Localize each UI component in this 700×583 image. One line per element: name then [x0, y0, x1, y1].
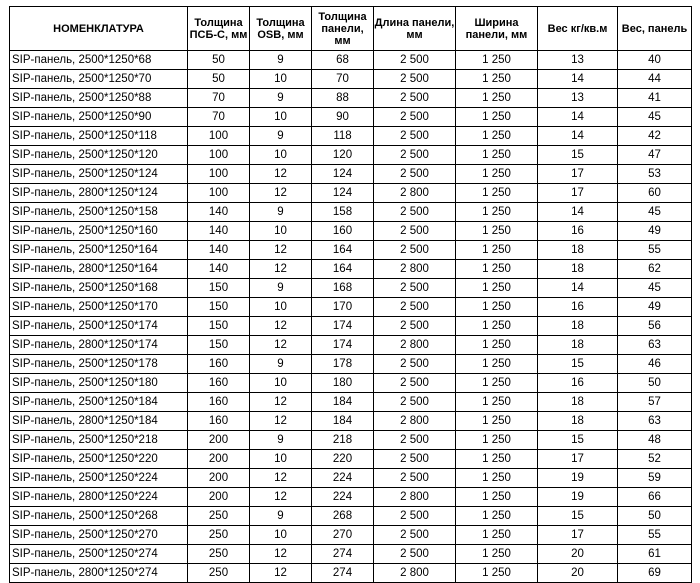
panel-width-cell: 1 250 [456, 70, 538, 89]
panel-thickness-cell: 120 [312, 146, 374, 165]
eps-thickness-cell: 160 [188, 393, 250, 412]
eps-thickness-cell: 140 [188, 203, 250, 222]
weight-per-sqm-cell: 15 [538, 507, 618, 526]
panel-thickness-cell: 124 [312, 184, 374, 203]
osb-thickness-cell: 9 [250, 279, 312, 298]
nomenclature-cell: SIP-панель, 2500*1250*118 [10, 127, 188, 146]
weight-per-sqm-cell: 18 [538, 336, 618, 355]
weight-per-panel-cell: 63 [618, 412, 692, 431]
panel-length-cell: 2 800 [374, 412, 456, 431]
osb-thickness-cell: 10 [250, 450, 312, 469]
osb-thickness-cell: 12 [250, 165, 312, 184]
weight-per-sqm-cell: 14 [538, 127, 618, 146]
eps-thickness-cell: 100 [188, 184, 250, 203]
osb-thickness-cell: 10 [250, 146, 312, 165]
nomenclature-cell: SIP-панель, 2500*1250*274 [10, 545, 188, 564]
weight-per-panel-cell: 60 [618, 184, 692, 203]
eps-thickness-cell: 100 [188, 127, 250, 146]
weight-per-sqm-cell: 14 [538, 70, 618, 89]
table-row [10, 127, 692, 146]
panel-length-cell: 2 500 [374, 355, 456, 374]
panel-length-cell: 2 500 [374, 108, 456, 127]
osb-thickness-cell: 10 [250, 374, 312, 393]
panel-length-cell: 2 500 [374, 241, 456, 260]
weight-per-sqm-cell: 16 [538, 298, 618, 317]
panel-length-cell: 2 500 [374, 127, 456, 146]
weight-per-sqm-cell: 17 [538, 450, 618, 469]
panel-width-cell: 1 250 [456, 564, 538, 583]
nomenclature-cell: SIP-панель, 2800*1250*224 [10, 488, 188, 507]
weight-per-sqm-cell: 15 [538, 146, 618, 165]
panel-thickness-cell: 118 [312, 127, 374, 146]
weight-per-panel-cell: 41 [618, 89, 692, 108]
panel-length-cell: 2 500 [374, 203, 456, 222]
table-row [10, 507, 692, 526]
eps-thickness-cell: 200 [188, 450, 250, 469]
osb-thickness-cell: 10 [250, 298, 312, 317]
osb-thickness-cell: 12 [250, 184, 312, 203]
weight-per-sqm-cell: 15 [538, 355, 618, 374]
panel-length-cell: 2 500 [374, 51, 456, 70]
table-row [10, 298, 692, 317]
panel-width-cell: 1 250 [456, 184, 538, 203]
weight-per-sqm-cell: 18 [538, 317, 618, 336]
table-row [10, 545, 692, 564]
osb-thickness-cell: 12 [250, 317, 312, 336]
weight-per-panel-cell: 48 [618, 431, 692, 450]
osb-thickness-cell: 10 [250, 108, 312, 127]
table-row [10, 450, 692, 469]
table-row [10, 279, 692, 298]
sip-panel-spec-table [9, 6, 692, 583]
nomenclature-cell: SIP-панель, 2500*1250*270 [10, 526, 188, 545]
nomenclature-cell: SIP-панель, 2500*1250*170 [10, 298, 188, 317]
weight-per-panel-cell: 45 [618, 203, 692, 222]
nomenclature-cell: SIP-панель, 2500*1250*160 [10, 222, 188, 241]
table-row [10, 488, 692, 507]
panel-length-cell: 2 500 [374, 165, 456, 184]
osb-thickness-cell: 12 [250, 545, 312, 564]
nomenclature-cell: SIP-панель, 2500*1250*88 [10, 89, 188, 108]
table-row [10, 222, 692, 241]
nomenclature-cell: SIP-панель, 2500*1250*158 [10, 203, 188, 222]
weight-per-sqm-cell: 16 [538, 222, 618, 241]
weight-per-panel-cell: 49 [618, 298, 692, 317]
table-row [10, 51, 692, 70]
weight-per-sqm-cell: 18 [538, 241, 618, 260]
weight-per-sqm-cell: 14 [538, 108, 618, 127]
table-header-row [10, 7, 692, 51]
panel-width-cell: 1 250 [456, 355, 538, 374]
table-row [10, 203, 692, 222]
weight-per-panel-cell: 56 [618, 317, 692, 336]
eps-thickness-cell: 70 [188, 108, 250, 127]
weight-per-panel-cell: 52 [618, 450, 692, 469]
panel-width-cell: 1 250 [456, 393, 538, 412]
panel-thickness-cell: 168 [312, 279, 374, 298]
table-row [10, 89, 692, 108]
panel-thickness-cell: 274 [312, 564, 374, 583]
osb-thickness-cell: 12 [250, 469, 312, 488]
panel-thickness-cell: 178 [312, 355, 374, 374]
nomenclature-cell: SIP-панель, 2500*1250*168 [10, 279, 188, 298]
osb-thickness-cell: 10 [250, 526, 312, 545]
panel-width-cell: 1 250 [456, 165, 538, 184]
panel-width-cell: 1 250 [456, 469, 538, 488]
weight-per-panel-cell: 55 [618, 241, 692, 260]
table-row [10, 70, 692, 89]
osb-thickness-cell: 12 [250, 488, 312, 507]
panel-width-cell: 1 250 [456, 374, 538, 393]
panel-thickness-cell: 180 [312, 374, 374, 393]
weight-per-sqm-cell: 14 [538, 279, 618, 298]
weight-per-sqm-cell: 17 [538, 526, 618, 545]
osb-thickness-cell: 9 [250, 355, 312, 374]
panel-width-cell: 1 250 [456, 526, 538, 545]
header-eps-thickness: Толщина ПСБ-С, мм [188, 7, 250, 51]
header-osb-thickness: Толщина OSB, мм [250, 7, 312, 51]
osb-thickness-cell: 9 [250, 51, 312, 70]
panel-length-cell: 2 500 [374, 317, 456, 336]
eps-thickness-cell: 160 [188, 412, 250, 431]
weight-per-panel-cell: 62 [618, 260, 692, 279]
table-row [10, 393, 692, 412]
header-weight-per-sqm: Вес кг/кв.м [538, 7, 618, 51]
weight-per-panel-cell: 42 [618, 127, 692, 146]
nomenclature-cell: SIP-панель, 2500*1250*68 [10, 51, 188, 70]
eps-thickness-cell: 160 [188, 355, 250, 374]
panel-thickness-cell: 184 [312, 412, 374, 431]
table-row [10, 241, 692, 260]
panel-width-cell: 1 250 [456, 203, 538, 222]
weight-per-panel-cell: 44 [618, 70, 692, 89]
panel-width-cell: 1 250 [456, 241, 538, 260]
table-row [10, 108, 692, 127]
panel-length-cell: 2 500 [374, 222, 456, 241]
osb-thickness-cell: 10 [250, 70, 312, 89]
eps-thickness-cell: 150 [188, 317, 250, 336]
nomenclature-cell: SIP-панель, 2500*1250*220 [10, 450, 188, 469]
panel-length-cell: 2 800 [374, 260, 456, 279]
eps-thickness-cell: 250 [188, 507, 250, 526]
eps-thickness-cell: 50 [188, 51, 250, 70]
nomenclature-cell: SIP-панель, 2500*1250*184 [10, 393, 188, 412]
panel-thickness-cell: 70 [312, 70, 374, 89]
panel-length-cell: 2 500 [374, 450, 456, 469]
nomenclature-cell: SIP-панель, 2500*1250*178 [10, 355, 188, 374]
weight-per-sqm-cell: 19 [538, 488, 618, 507]
osb-thickness-cell: 9 [250, 127, 312, 146]
nomenclature-cell: SIP-панель, 2500*1250*124 [10, 165, 188, 184]
weight-per-sqm-cell: 18 [538, 393, 618, 412]
weight-per-panel-cell: 66 [618, 488, 692, 507]
panel-thickness-cell: 224 [312, 488, 374, 507]
table-body [10, 51, 692, 583]
panel-length-cell: 2 500 [374, 545, 456, 564]
panel-thickness-cell: 184 [312, 393, 374, 412]
eps-thickness-cell: 150 [188, 279, 250, 298]
weight-per-sqm-cell: 18 [538, 412, 618, 431]
panel-width-cell: 1 250 [456, 545, 538, 564]
panel-thickness-cell: 158 [312, 203, 374, 222]
osb-thickness-cell: 9 [250, 507, 312, 526]
panel-length-cell: 2 500 [374, 526, 456, 545]
weight-per-sqm-cell: 20 [538, 564, 618, 583]
eps-thickness-cell: 250 [188, 564, 250, 583]
table-row [10, 184, 692, 203]
weight-per-panel-cell: 50 [618, 507, 692, 526]
panel-thickness-cell: 170 [312, 298, 374, 317]
weight-per-sqm-cell: 13 [538, 89, 618, 108]
panel-thickness-cell: 270 [312, 526, 374, 545]
panel-width-cell: 1 250 [456, 260, 538, 279]
panel-width-cell: 1 250 [456, 450, 538, 469]
panel-thickness-cell: 174 [312, 317, 374, 336]
panel-length-cell: 2 800 [374, 184, 456, 203]
weight-per-panel-cell: 40 [618, 51, 692, 70]
panel-thickness-cell: 218 [312, 431, 374, 450]
nomenclature-cell: SIP-панель, 2500*1250*224 [10, 469, 188, 488]
eps-thickness-cell: 50 [188, 70, 250, 89]
panel-width-cell: 1 250 [456, 108, 538, 127]
weight-per-sqm-cell: 18 [538, 260, 618, 279]
nomenclature-cell: SIP-панель, 2500*1250*90 [10, 108, 188, 127]
panel-thickness-cell: 164 [312, 260, 374, 279]
header-panel-width: Ширина панели, мм [456, 7, 538, 51]
eps-thickness-cell: 140 [188, 222, 250, 241]
panel-thickness-cell: 220 [312, 450, 374, 469]
table-row [10, 355, 692, 374]
panel-thickness-cell: 174 [312, 336, 374, 355]
panel-thickness-cell: 224 [312, 469, 374, 488]
panel-width-cell: 1 250 [456, 412, 538, 431]
nomenclature-cell: SIP-панель, 2800*1250*274 [10, 564, 188, 583]
weight-per-panel-cell: 45 [618, 279, 692, 298]
osb-thickness-cell: 12 [250, 336, 312, 355]
header-nomenclature: НОМЕНКЛАТУРА [10, 7, 188, 51]
table-row [10, 412, 692, 431]
osb-thickness-cell: 12 [250, 564, 312, 583]
weight-per-sqm-cell: 20 [538, 545, 618, 564]
weight-per-sqm-cell: 17 [538, 165, 618, 184]
osb-thickness-cell: 9 [250, 203, 312, 222]
eps-thickness-cell: 70 [188, 89, 250, 108]
nomenclature-cell: SIP-панель, 2500*1250*174 [10, 317, 188, 336]
table-row [10, 431, 692, 450]
nomenclature-cell: SIP-панель, 2500*1250*180 [10, 374, 188, 393]
panel-width-cell: 1 250 [456, 279, 538, 298]
header-weight-per-panel: Вес, панель [618, 7, 692, 51]
table-row [10, 165, 692, 184]
panel-thickness-cell: 274 [312, 545, 374, 564]
weight-per-panel-cell: 46 [618, 355, 692, 374]
table-row [10, 469, 692, 488]
panel-thickness-cell: 124 [312, 165, 374, 184]
panel-length-cell: 2 500 [374, 89, 456, 108]
panel-length-cell: 2 800 [374, 564, 456, 583]
eps-thickness-cell: 250 [188, 526, 250, 545]
weight-per-panel-cell: 61 [618, 545, 692, 564]
eps-thickness-cell: 150 [188, 298, 250, 317]
panel-width-cell: 1 250 [456, 507, 538, 526]
table-row [10, 260, 692, 279]
panel-thickness-cell: 90 [312, 108, 374, 127]
weight-per-panel-cell: 49 [618, 222, 692, 241]
nomenclature-cell: SIP-панель, 2500*1250*70 [10, 70, 188, 89]
osb-thickness-cell: 12 [250, 393, 312, 412]
panel-width-cell: 1 250 [456, 488, 538, 507]
weight-per-panel-cell: 50 [618, 374, 692, 393]
osb-thickness-cell: 12 [250, 260, 312, 279]
panel-thickness-cell: 68 [312, 51, 374, 70]
eps-thickness-cell: 100 [188, 146, 250, 165]
table-row [10, 146, 692, 165]
eps-thickness-cell: 150 [188, 336, 250, 355]
osb-thickness-cell: 10 [250, 222, 312, 241]
header-panel-length: Длина панели, мм [374, 7, 456, 51]
nomenclature-cell: SIP-панель, 2500*1250*164 [10, 241, 188, 260]
spec-table-container [9, 6, 691, 583]
weight-per-panel-cell: 69 [618, 564, 692, 583]
panel-length-cell: 2 500 [374, 374, 456, 393]
panel-length-cell: 2 500 [374, 507, 456, 526]
osb-thickness-cell: 12 [250, 412, 312, 431]
panel-width-cell: 1 250 [456, 336, 538, 355]
panel-length-cell: 2 500 [374, 393, 456, 412]
panel-width-cell: 1 250 [456, 146, 538, 165]
weight-per-panel-cell: 53 [618, 165, 692, 184]
osb-thickness-cell: 9 [250, 431, 312, 450]
nomenclature-cell: SIP-панель, 2800*1250*184 [10, 412, 188, 431]
eps-thickness-cell: 160 [188, 374, 250, 393]
nomenclature-cell: SIP-панель, 2800*1250*124 [10, 184, 188, 203]
weight-per-sqm-cell: 13 [538, 51, 618, 70]
panel-length-cell: 2 500 [374, 279, 456, 298]
weight-per-panel-cell: 55 [618, 526, 692, 545]
nomenclature-cell: SIP-панель, 2500*1250*268 [10, 507, 188, 526]
panel-length-cell: 2 500 [374, 70, 456, 89]
table-row [10, 317, 692, 336]
panel-width-cell: 1 250 [456, 222, 538, 241]
eps-thickness-cell: 250 [188, 545, 250, 564]
weight-per-sqm-cell: 15 [538, 431, 618, 450]
eps-thickness-cell: 200 [188, 431, 250, 450]
weight-per-sqm-cell: 19 [538, 469, 618, 488]
nomenclature-cell: SIP-панель, 2800*1250*174 [10, 336, 188, 355]
weight-per-panel-cell: 63 [618, 336, 692, 355]
panel-width-cell: 1 250 [456, 51, 538, 70]
panel-length-cell: 2 800 [374, 488, 456, 507]
table-row [10, 374, 692, 393]
weight-per-sqm-cell: 14 [538, 203, 618, 222]
weight-per-sqm-cell: 16 [538, 374, 618, 393]
eps-thickness-cell: 200 [188, 469, 250, 488]
osb-thickness-cell: 9 [250, 89, 312, 108]
panel-width-cell: 1 250 [456, 298, 538, 317]
weight-per-sqm-cell: 17 [538, 184, 618, 203]
panel-length-cell: 2 500 [374, 469, 456, 488]
table-row [10, 526, 692, 545]
header-panel-thickness: Толщина панели, мм [312, 7, 374, 51]
panel-width-cell: 1 250 [456, 317, 538, 336]
panel-width-cell: 1 250 [456, 89, 538, 108]
panel-thickness-cell: 88 [312, 89, 374, 108]
panel-length-cell: 2 500 [374, 298, 456, 317]
weight-per-panel-cell: 45 [618, 108, 692, 127]
eps-thickness-cell: 140 [188, 260, 250, 279]
nomenclature-cell: SIP-панель, 2500*1250*120 [10, 146, 188, 165]
nomenclature-cell: SIP-панель, 2800*1250*164 [10, 260, 188, 279]
panel-length-cell: 2 500 [374, 431, 456, 450]
eps-thickness-cell: 200 [188, 488, 250, 507]
weight-per-panel-cell: 47 [618, 146, 692, 165]
nomenclature-cell: SIP-панель, 2500*1250*218 [10, 431, 188, 450]
weight-per-panel-cell: 57 [618, 393, 692, 412]
panel-thickness-cell: 164 [312, 241, 374, 260]
panel-thickness-cell: 268 [312, 507, 374, 526]
osb-thickness-cell: 12 [250, 241, 312, 260]
table-row [10, 336, 692, 355]
panel-length-cell: 2 500 [374, 146, 456, 165]
weight-per-panel-cell: 59 [618, 469, 692, 488]
eps-thickness-cell: 140 [188, 241, 250, 260]
panel-width-cell: 1 250 [456, 127, 538, 146]
eps-thickness-cell: 100 [188, 165, 250, 184]
panel-thickness-cell: 160 [312, 222, 374, 241]
panel-length-cell: 2 800 [374, 336, 456, 355]
panel-width-cell: 1 250 [456, 431, 538, 450]
